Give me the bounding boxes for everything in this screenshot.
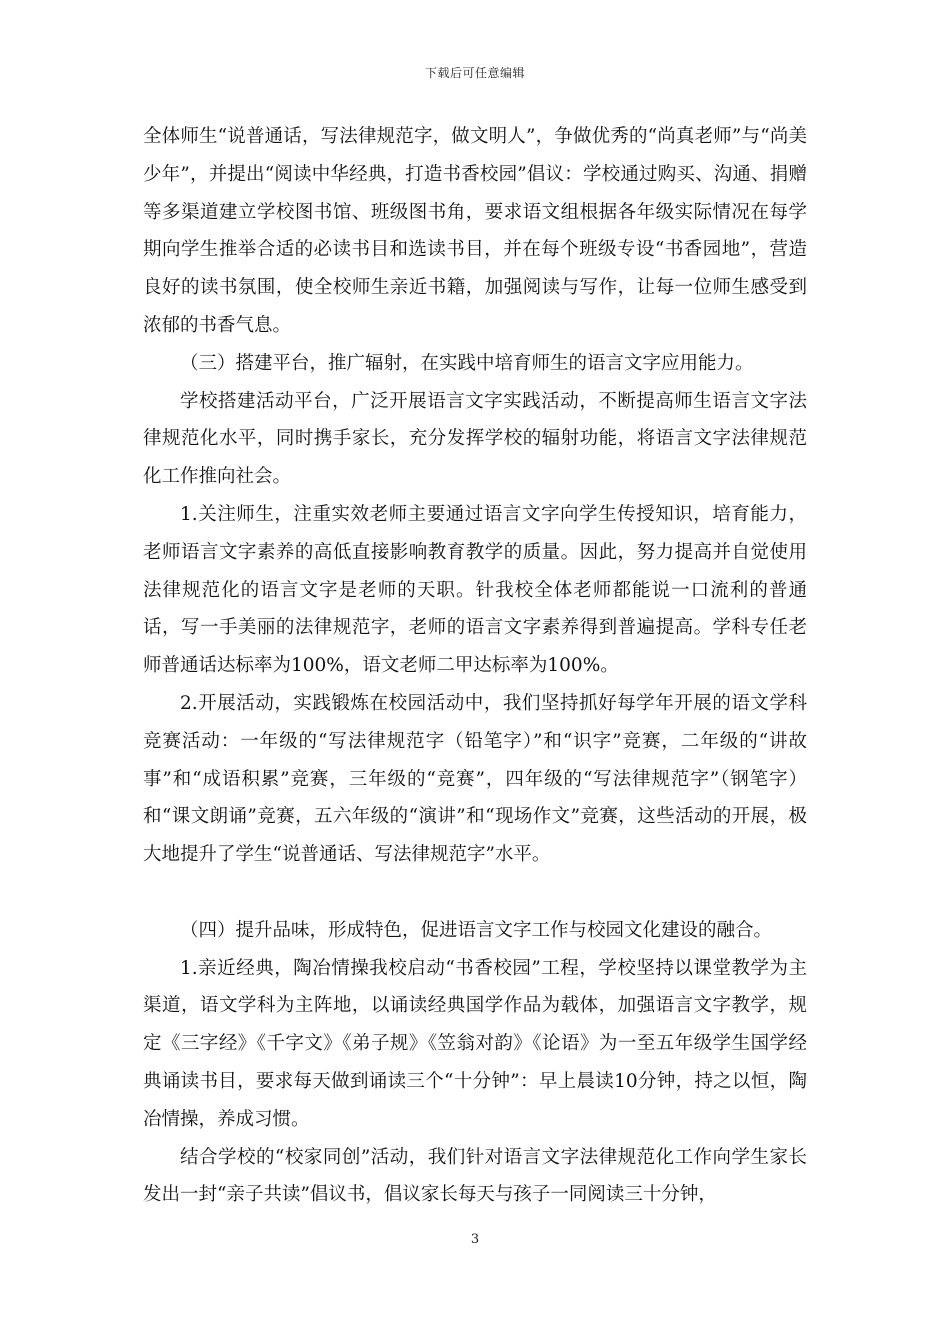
paragraph-classics: 1.亲近经典，陶冶情操我校启动“书香校园”工程，学校坚持以课堂教学为主渠道，语文学科为主阵地，以诵读经典国学作品为载体，加强语言文字教学，规定《三字经》《千字文》《弟子规》《笠翁对韵》《论语》为一至五年级学生国学经典诵读书目，要求每天做到诵读三个“十分钟”：早上晨读10分钟，持之以恒，陶冶情操，养成习惯。 [143,957,807,1130]
document-body [143,118,807,1214]
paragraph-family-reading: 结合学校的“校家同创”活动，我们针对语言文字法律规范化工作向学生家长发出一封“亲子共读”倡议书，倡议家长每天与孩子一同阅读三十分钟， [143,1146,807,1206]
paragraph-reading-initiative: 全体师生“说普通话，写法律规范字，做文明人”，争做优秀的“尚真老师”与“尚美少年”，并提出“阅读中华经典，打造书香校园”倡议：学校通过购买、沟通、捐赠等多渠道建立学校图书馆、班级图书角，要求语文组根据各年级实际情况在每学期向学生推举合适的必读书目和选读书目，并在每个班级专设“书香园地”，营造良好的读书氛围，使全校师生亲近书籍，加强阅读与写作，让每一位师生感受到浓郁的书香气息。 [143,126,807,336]
section-heading-4: （四）提升品味，形成特色，促进语言文字工作与校园文化建设的融合。 [180,919,773,941]
paragraph-teachers: 1.关注师生，注重实效老师主要通过语言文字向学生传授知识，培育能力，老师语言文字素养的高低直接影响教育教学的质量。因此，努力提高并自觉使用法律规范化的语言文字是老师的天职。针我校全体老师都能说一口流利的普通话，写一手美丽的法律规范字，老师的语言文字素养得到普遍提高。学科专任老师普通话达标率为100%，语文老师二甲达标率为100%。 [143,503,807,677]
paragraph-platform: 学校搭建活动平台，广泛开展语言文字实践活动，不断提高师生语言文字法律规范化水平，同时携手家长，充分发挥学校的辐射功能，将语言文字法律规范化工作推向社会。 [143,390,807,488]
page-header: 下载后可任意编辑 [424,66,525,80]
paragraph-activities: 2.开展活动，实践锻炼在校园活动中，我们坚持抓好每学年开展的语文学科竞赛活动：一年级的“写法律规范字（铅笔字）”和“识字”竞赛，二年级的“讲故事”和“成语积累”竞赛，三年级的“竞赛”，四年级的“写法律规范字”（钢笔字）和“课文朗诵”竞赛，五六年级的“演讲”和“现场作文”竞赛，这些活动的开展，极大地提升了学生“说普通话、写法律规范字”水平。 [143,692,807,866]
page-number: 3 [470,1232,480,1247]
section-heading-3: （三）搭建平台，推广辐射，在实践中培育师生的语言文字应用能力。 [180,352,754,374]
